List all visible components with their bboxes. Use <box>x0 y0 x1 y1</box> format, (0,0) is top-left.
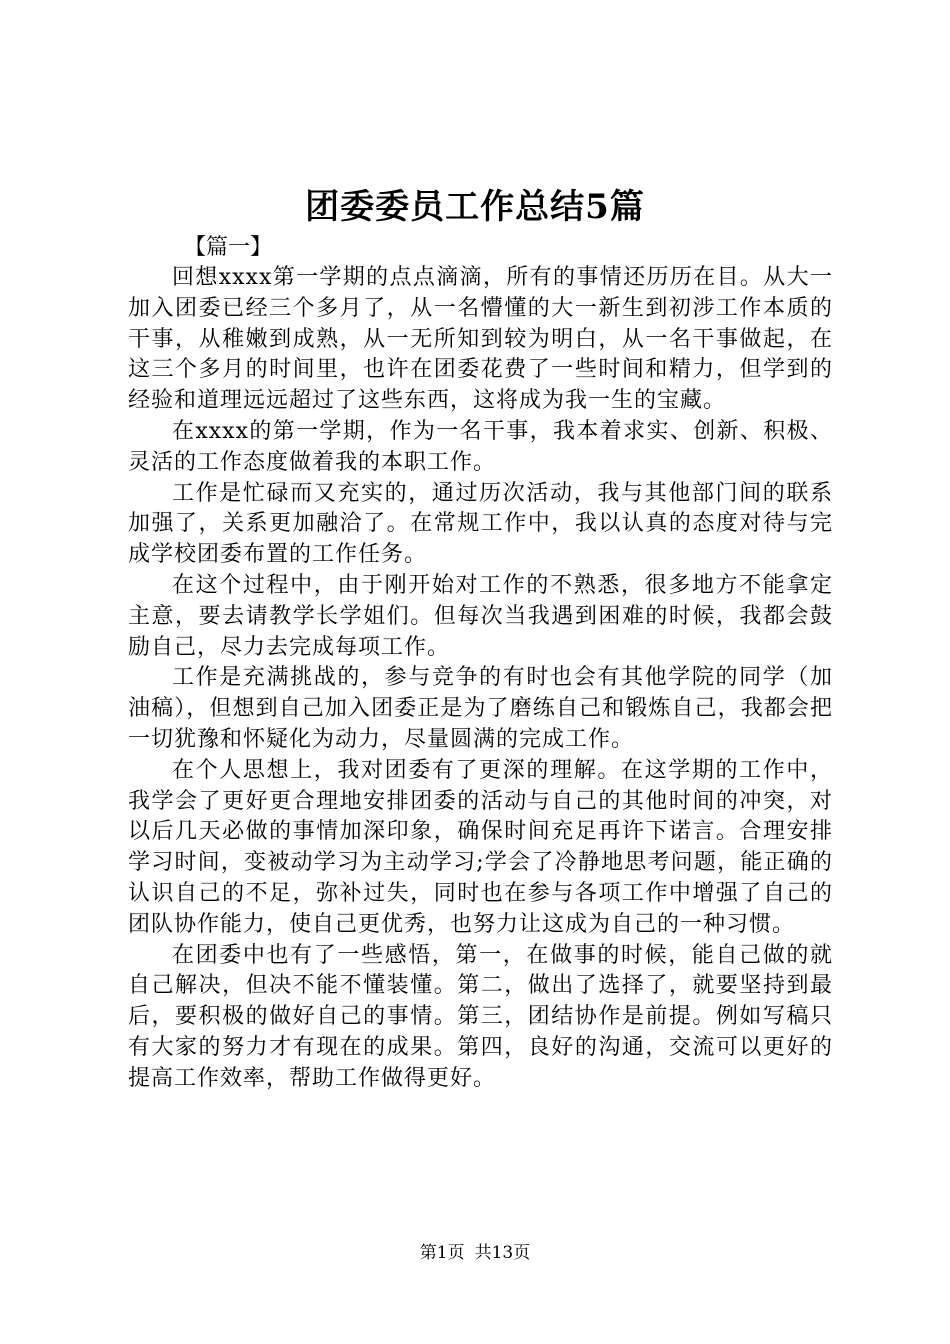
document-body <box>128 263 833 1095</box>
section-heading: 【篇一】 <box>184 235 273 260</box>
paragraph: 工作是忙碌而又充实的，通过历次活动，我与其他部门间的联系加强了，关系更加融洽了。在常规工作中，我以认真的态度对待与完成学校团委布置的工作任务。 <box>128 480 833 568</box>
paragraph: 在xxxx的第一学期，作为一名干事，我本着求实、创新、积极、灵活的工作态度做着我的本职工作。 <box>128 418 833 475</box>
page-footer <box>0 1241 950 1265</box>
paragraph: 在这个过程中，由于刚开始对工作的不熟悉，很多地方不能拿定主意，要去请教学长学姐们。但每次当我遇到困难的时候，我都会鼓励自己，尽力去完成每项工作。 <box>128 572 833 660</box>
page-number: 第1页 <box>419 1243 465 1263</box>
paragraph: 在团委中也有了一些感悟，第一，在做事的时候，能自己做的就自己解决，但决不能不懂装懂。第二，做出了选择了，就要坚持到最后，要积极的做好自己的事情。第三，团结协作是前提。例如写稿只有大家的努力才有现在的成果。第四，良好的沟通，交流可以更好的提高工作效率，帮助工作做得更好。 <box>128 942 833 1091</box>
page-total: 共13页 <box>474 1243 531 1263</box>
paragraph: 回想xxxx第一学期的点点滴滴，所有的事情还历历在目。从大一加入团委已经三个多月了，从一名懵懂的大一新生到初涉工作本质的干事，从稚嫩到成熟，从一无所知到较为明白，从一名干事做起，在这三个多月的时间里，也许在团委花费了一些时间和精力，但学到的经验和道理远远超过了这些东西，这将成为我一生的宝藏。 <box>128 265 833 414</box>
paragraph: 工作是充满挑战的，参与竞争的有时也会有其他学院的同学（加油稿），但想到自己加入团委正是为了磨练自己和锻炼自己，我都会把一切犹豫和怀疑化为动力，尽量圆满的完成工作。 <box>128 665 833 752</box>
page-title: 团委委员工作总结5篇 <box>305 187 645 227</box>
paragraph: 在个人思想上，我对团委有了更深的理解。在这学期的工作中，我学会了更好更合理地安排团委的活动与自己的其他时间的冲突，对以后几天必做的事情加深印象，确保时间充足再许下诺言。合理安排学习时间，变被动学习为主动学习;学会了冷静地思考问题，能正确的认识自己的不足，弥补过失，同时也在参与各项工作中增强了自己的团队协作能力，使自己更优秀，也努力让这成为自己的一种习惯。 <box>128 757 833 937</box>
